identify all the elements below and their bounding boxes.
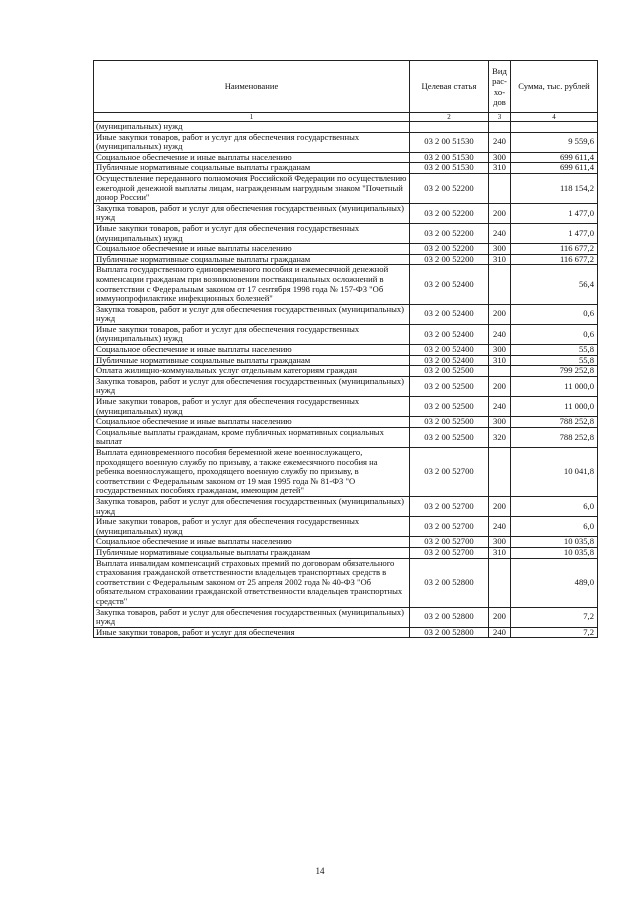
row-sum-cell: 699 611,4 [511, 152, 598, 163]
row-code-cell: 03 2 00 51530 [410, 132, 489, 152]
row-name-cell: Закупка товаров, работ и услуг для обеспечения государственных (муниципальных) нужд [94, 496, 410, 516]
row-name-cell: Иные закупки товаров, работ и услуг для обеспечения государственных (муниципальных) нужд [94, 324, 410, 344]
row-sum-cell: 6,0 [511, 496, 598, 516]
table-row [94, 366, 598, 377]
column-number: 2 [410, 113, 489, 122]
row-kind-cell: 240 [489, 627, 511, 638]
row-sum-cell: 0,6 [511, 324, 598, 344]
table-row [94, 132, 598, 152]
row-kind-cell: 200 [489, 607, 511, 627]
table-row [94, 448, 598, 497]
row-sum-cell: 55,8 [511, 345, 598, 356]
table-row [94, 627, 598, 638]
table-row [94, 265, 598, 304]
row-code-cell: 03 2 00 52400 [410, 265, 489, 304]
row-name-cell: Социальное обеспечение и иные выплаты населению [94, 152, 410, 163]
row-code-cell: 03 2 00 52200 [410, 254, 489, 265]
budget-table [93, 60, 598, 638]
row-sum-cell: 799 252,8 [511, 366, 598, 377]
table-row [94, 324, 598, 344]
row-kind-cell: 300 [489, 152, 511, 163]
row-kind-cell: 240 [489, 397, 511, 417]
row-sum-cell [511, 122, 598, 133]
table-row [94, 203, 598, 223]
row-name-cell: Публичные нормативные социальные выплаты гражданам [94, 355, 410, 366]
row-code-cell: 03 2 00 52700 [410, 517, 489, 537]
header-kind: Вид рас-хо-дов [489, 61, 511, 113]
header-sum: Сумма, тыс. рублей [511, 61, 598, 113]
row-kind-cell: 240 [489, 324, 511, 344]
row-sum-cell: 11 000,0 [511, 376, 598, 396]
row-name-cell: Социальное обеспечение и иные выплаты населению [94, 417, 410, 428]
row-kind-cell: 240 [489, 517, 511, 537]
row-code-cell: 03 2 00 52200 [410, 173, 489, 203]
row-sum-cell: 489,0 [511, 558, 598, 607]
row-code-cell: 03 2 00 52400 [410, 324, 489, 344]
row-name-cell: Осуществление переданного полномочия Российской Федерации по осуществлению ежегодной денежной выплаты лицам, награжденным нагрудным знаком "Почетный донор России" [94, 173, 410, 203]
row-name-cell: Публичные нормативные социальные выплаты гражданам [94, 547, 410, 558]
row-kind-cell: 200 [489, 203, 511, 223]
row-kind-cell: 300 [489, 417, 511, 428]
row-code-cell: 03 2 00 52700 [410, 547, 489, 558]
row-code-cell: 03 2 00 52200 [410, 223, 489, 243]
row-kind-cell: 240 [489, 223, 511, 243]
row-kind-cell [489, 122, 511, 133]
row-sum-cell: 10 035,8 [511, 547, 598, 558]
table-header-row [94, 61, 598, 113]
row-kind-cell: 300 [489, 345, 511, 356]
table-row [94, 427, 598, 447]
row-name-cell: Выплата единовременного пособия беременной жене военнослужащего, проходящего военную службу по призыву, а также ежемесячного пособия на ребенка военнослужащего, проходящего военную службу по призыву, в соответствии с Федеральным законом от 19 мая 1995 года № 81-ФЗ "О государственных пособиях гражданам, имеющим детей" [94, 448, 410, 497]
row-name-cell: Закупка товаров, работ и услуг для обеспечения государственных (муниципальных) нужд [94, 203, 410, 223]
table-row [94, 417, 598, 428]
row-kind-cell: 200 [489, 496, 511, 516]
table-row [94, 244, 598, 255]
table-row [94, 607, 598, 627]
table-row [94, 345, 598, 356]
row-code-cell: 03 2 00 52500 [410, 397, 489, 417]
table-row [94, 355, 598, 366]
row-sum-cell: 7,2 [511, 627, 598, 638]
row-code-cell: 03 2 00 52700 [410, 496, 489, 516]
row-name-cell: Выплата инвалидам компенсаций страховых премий по договорам обязательного страхования гражданской ответственности владельцев транспортных средств в соответствии с Федеральным законом от 25 апреля 2002 года № 40-ФЗ "Об обязательном страховании гражданской ответственности владельцев транспортных средств" [94, 558, 410, 607]
row-sum-cell: 788 252,8 [511, 427, 598, 447]
row-kind-cell: 310 [489, 254, 511, 265]
row-kind-cell [489, 173, 511, 203]
row-code-cell: 03 2 00 52500 [410, 366, 489, 377]
row-code-cell: 03 2 00 52800 [410, 627, 489, 638]
row-kind-cell: 300 [489, 244, 511, 255]
column-number: 1 [94, 113, 410, 122]
row-code-cell: 03 2 00 52400 [410, 345, 489, 356]
row-kind-cell: 300 [489, 537, 511, 548]
row-name-cell: Социальные выплаты гражданам, кроме публичных нормативных социальных выплат [94, 427, 410, 447]
table-row [94, 254, 598, 265]
row-kind-cell: 320 [489, 427, 511, 447]
column-number-row [94, 113, 598, 122]
table-row [94, 163, 598, 174]
row-sum-cell: 116 677,2 [511, 244, 598, 255]
row-sum-cell: 9 559,6 [511, 132, 598, 152]
row-name-cell: Публичные нормативные социальные выплаты гражданам [94, 254, 410, 265]
row-code-cell: 03 2 00 52400 [410, 304, 489, 324]
table-row [94, 173, 598, 203]
row-sum-cell: 7,2 [511, 607, 598, 627]
row-name-cell: Иные закупки товаров, работ и услуг для обеспечения государственных (муниципальных) нужд [94, 223, 410, 243]
row-name-cell: Оплата жилищно-коммунальных услуг отдельным категориям граждан [94, 366, 410, 377]
header-code: Целевая статья [410, 61, 489, 113]
table-row [94, 547, 598, 558]
row-code-cell: 03 2 00 52500 [410, 417, 489, 428]
row-code-cell: 03 2 00 52800 [410, 558, 489, 607]
table-row [94, 517, 598, 537]
row-sum-cell: 118 154,2 [511, 173, 598, 203]
row-name-cell: Иные закупки товаров, работ и услуг для обеспечения государственных (муниципальных) нужд [94, 397, 410, 417]
row-code-cell: 03 2 00 52500 [410, 427, 489, 447]
row-sum-cell: 56,4 [511, 265, 598, 304]
row-kind-cell: 310 [489, 163, 511, 174]
row-kind-cell: 200 [489, 304, 511, 324]
column-number: 4 [511, 113, 598, 122]
row-name-cell: Закупка товаров, работ и услуг для обеспечения государственных (муниципальных) нужд [94, 607, 410, 627]
header-name: Наименование [94, 61, 410, 113]
row-sum-cell: 699 611,4 [511, 163, 598, 174]
row-name-cell: Социальное обеспечение и иные выплаты населению [94, 345, 410, 356]
row-name-cell: Закупка товаров, работ и услуг для обеспечения государственных (муниципальных) нужд [94, 376, 410, 396]
row-name-cell: Социальное обеспечение и иные выплаты населению [94, 244, 410, 255]
table-row [94, 152, 598, 163]
row-code-cell: 03 2 00 52700 [410, 537, 489, 548]
row-name-cell: Социальное обеспечение и иные выплаты населению [94, 537, 410, 548]
budget-table-sheet [93, 60, 597, 638]
table-row [94, 397, 598, 417]
row-code-cell: 03 2 00 51530 [410, 163, 489, 174]
row-name-cell: Выплата государственного единовременного пособия и ежемесячной денежной компенсации гражданам при возникновении поствакцинальных осложнений в соответствии с Федеральным законом от 17 сентября 1998 года № 157-ФЗ "Об иммунопрофилактике инфекционных болезней" [94, 265, 410, 304]
table-body [94, 122, 598, 638]
table-row [94, 537, 598, 548]
row-code-cell: 03 2 00 52200 [410, 244, 489, 255]
row-kind-cell [489, 265, 511, 304]
table-row [94, 496, 598, 516]
table-row [94, 304, 598, 324]
row-kind-cell: 240 [489, 132, 511, 152]
row-name-cell: (муниципальных) нужд [94, 122, 410, 133]
row-name-cell: Публичные нормативные социальные выплаты гражданам [94, 163, 410, 174]
row-kind-cell: 200 [489, 376, 511, 396]
row-sum-cell: 1 477,0 [511, 223, 598, 243]
row-kind-cell: 310 [489, 355, 511, 366]
row-code-cell: 03 2 00 51530 [410, 152, 489, 163]
row-kind-cell [489, 448, 511, 497]
row-name-cell: Иные закупки товаров, работ и услуг для обеспечения [94, 627, 410, 638]
row-kind-cell: 310 [489, 547, 511, 558]
row-code-cell: 03 2 00 52400 [410, 355, 489, 366]
row-sum-cell: 55,8 [511, 355, 598, 366]
row-sum-cell: 1 477,0 [511, 203, 598, 223]
column-number: 3 [489, 113, 511, 122]
row-sum-cell: 0,6 [511, 304, 598, 324]
row-code-cell: 03 2 00 52200 [410, 203, 489, 223]
row-sum-cell: 11 000,0 [511, 397, 598, 417]
table-row [94, 376, 598, 396]
row-name-cell: Закупка товаров, работ и услуг для обеспечения государственных (муниципальных) нужд [94, 304, 410, 324]
table-row [94, 223, 598, 243]
table-row [94, 558, 598, 607]
row-sum-cell: 6,0 [511, 517, 598, 537]
row-kind-cell [489, 558, 511, 607]
row-sum-cell: 10 041,8 [511, 448, 598, 497]
row-name-cell: Иные закупки товаров, работ и услуг для обеспечения государственных (муниципальных) нужд [94, 132, 410, 152]
row-sum-cell: 10 035,8 [511, 537, 598, 548]
row-kind-cell [489, 366, 511, 377]
page-number: 14 [315, 866, 325, 876]
row-code-cell: 03 2 00 52500 [410, 376, 489, 396]
row-sum-cell: 116 677,2 [511, 254, 598, 265]
row-code-cell: 03 2 00 52700 [410, 448, 489, 497]
row-sum-cell: 788 252,8 [511, 417, 598, 428]
row-code-cell [410, 122, 489, 133]
row-code-cell: 03 2 00 52800 [410, 607, 489, 627]
row-name-cell: Иные закупки товаров, работ и услуг для обеспечения государственных (муниципальных) нужд [94, 517, 410, 537]
table-row [94, 122, 598, 133]
